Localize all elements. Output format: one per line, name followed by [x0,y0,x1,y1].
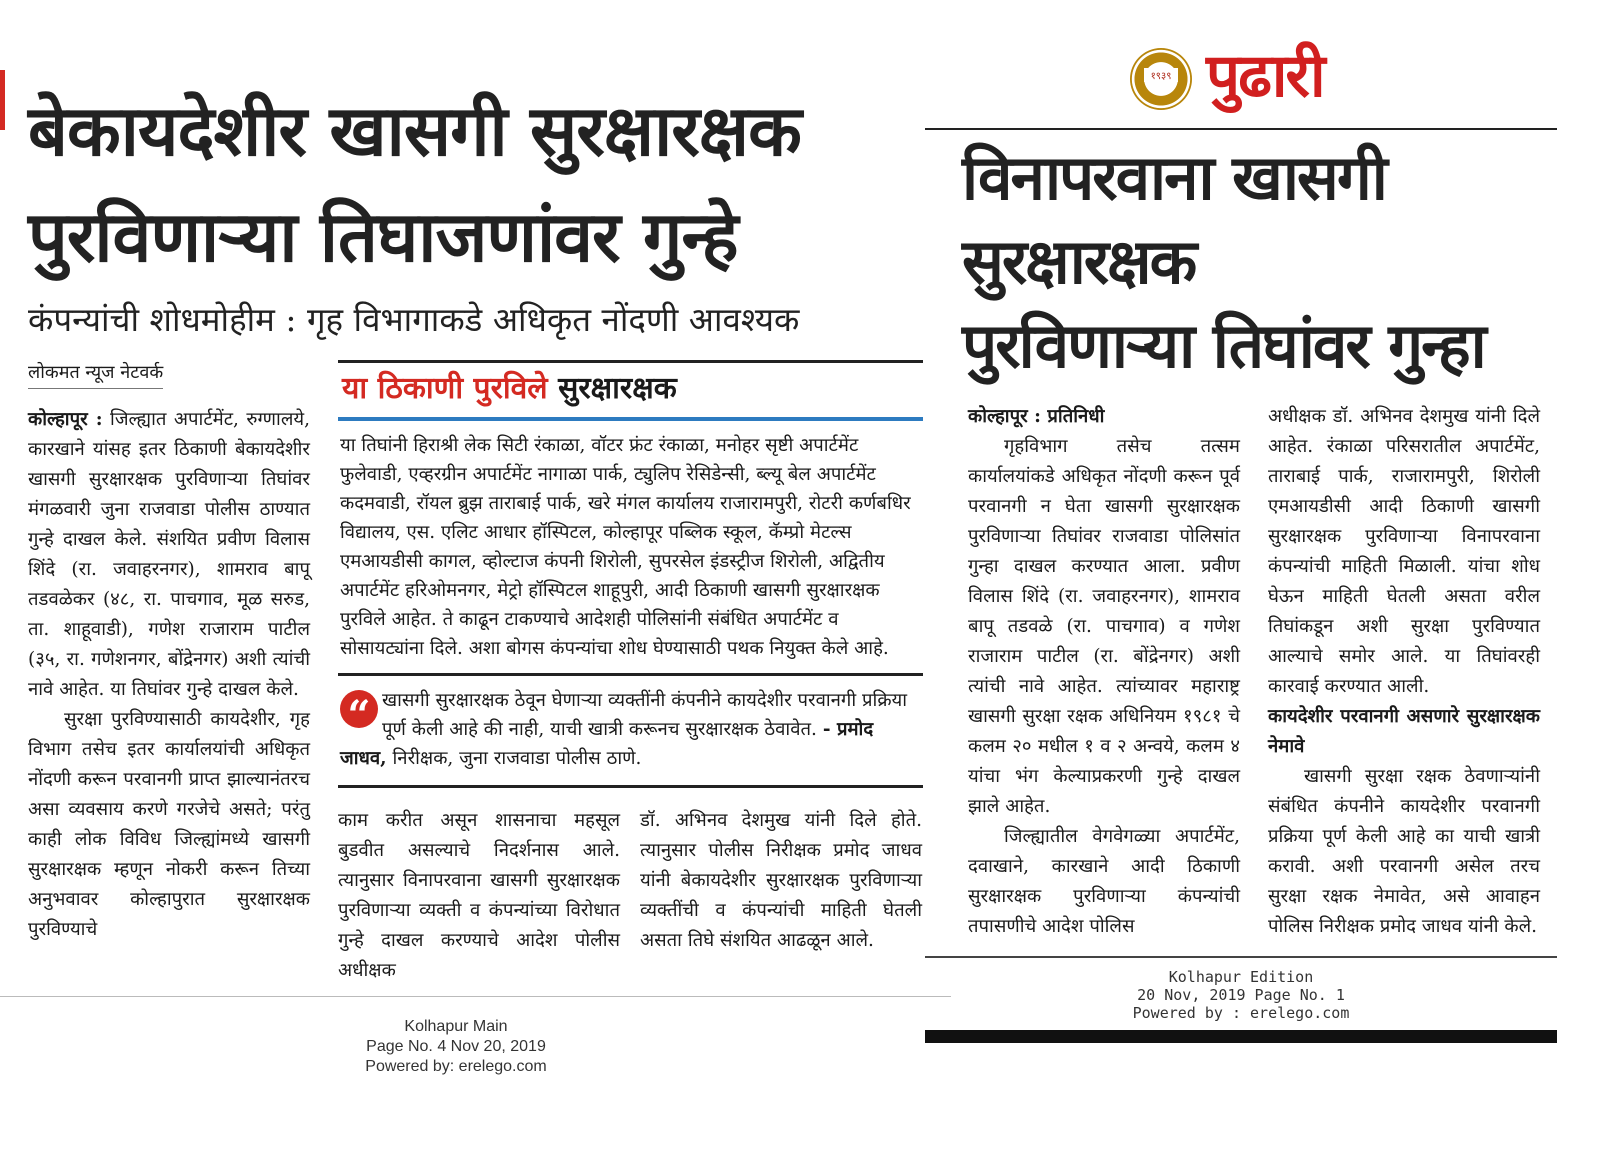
quote-attribution-name: - प्रमोद जाधव, [340,719,874,769]
lower-columns [338,806,923,986]
paragraph: जिल्ह्यातील वेगवेगळ्या अपार्टमेंट, दवाखाने, कारखाने आदी ठिकाणी सुरक्षारक्षक पुरविणाऱ्या कंपन्यांची तपासणीचे आदेश पोलिस [968,826,1240,937]
article-column-1 [28,358,310,945]
headline [28,78,923,290]
footer-edition: Kolhapur Main [404,1018,508,1035]
paragraph: डॉ. अभिनव देशमुख यांनी दिले होते. त्यानुसार पोलीस निरीक्षक प्रमोद जाधव यांनी बेकायदेशीर सुरक्षारक्षक पुरविणाऱ्या व्यक्तींची व कंपन्यांची माहिती घेतली असता तिघे संशयित आढळून आले. [640,810,922,951]
logo-year: १९३९ [1144,68,1178,82]
quote-icon: “ [340,690,378,728]
subheadline: कंपन्यांची शोधमोहीम : गृह विभागाकडे अधिकृत नोंदणी आवश्यक [28,300,800,339]
headline-line-2: पुरविणाऱ्या तिघांवर गुन्हा [962,309,1485,382]
article-column-2 [1268,402,1540,942]
article-column-1 [968,402,1240,942]
paragraph: खासगी सुरक्षा रक्षक ठेवणाऱ्यांनी संबंधित कंपनीने कायदेशीर परवानगी प्रक्रिया पूर्ण केली आहे का याची खात्री करावी. अशी परवानगी असेल तरच सुरक्षा रक्षक नेमावेत, असे आवाहन पोलिस निरीक्षक प्रमोद जाधव यांनी केले. [1268,766,1540,937]
footer-edition: Kolhapur Edition [1168,968,1314,986]
logo-wordmark: पुढारी [1206,41,1324,111]
pudhari-logo [1130,40,1360,116]
box-title [338,363,923,417]
subheading: कायदेशीर परवानगी असणारे सुरक्षारक्षक नेमावे [1268,706,1540,757]
byline: लोकमत न्यूज नेटवर्क [28,358,163,389]
red-edge-mark [0,70,5,130]
dateline: कोल्हापूर : [28,409,103,430]
lokmat-clipping [28,78,923,1077]
footer-powered-by: Powered by : erelego.com [1132,1004,1350,1022]
article-column-2 [338,806,620,986]
headline [962,136,1557,388]
locations-box-text: या तिघांनी हिराश्री लेक सिटी रंकाळा, वॉटर फ्रंट रंकाळा, मनोहर सृष्टी अपार्टमेंट फुलेवाडी, एव्हरग्रीन अपार्टमेंट नागाळा पार्क, ट्युलिप रेसिडेन्सी, ब्ल्यू बेल अपार्टमेंट कदमवाडी, रॉयल ब्रुझ ताराबाई पार्क, खरे मंगल कार्यालय राजारामपुरी, रोटरी कर्णबधिर विद्यालय, एस. एलिट आधार हॉस्पिटल, कोल्हापूर पब्लिक स्कूल, कॅम्प्रो मेटल्स एमआयडीसी कागल, व्होल्टाज कंपनी शिरोली, सुपरसेल इंडस्ट्रीज शिरोली, अद्वितीय अपार्टमेंट हरिओमनगर, मेट्रो हॉस्पिटल शाहूपुरी, आदी ठिकाणी खासगी सुरक्षारक्षक पुरविले आहेत. ते काढून टाकण्याचे आदेशही पोलिसांनी संबंधित अपार्टमेंट व सोसायट्यांना दिले. अशा बोगस कंपन्यांचा शोध घेण्यासाठी पथक नियुक्त केले आहे. [340,435,911,659]
headline-line-1: बेकायदेशीर खासगी सुरक्षारक्षक [28,89,801,172]
box-title-black: सुरक्षारक्षक [558,371,677,406]
article-columns [968,402,1557,942]
edition-footer [925,958,1557,1030]
quote-attribution-title: निरीक्षक, जुना राजवाडा पोलीस ठाणे. [392,748,642,769]
paragraph: सुरक्षा पुरविण्यासाठी कायदेशीर, गृह विभाग तसेच इतर कार्यालयांची अधिकृत नोंदणी करून परवानगी प्राप्त झाल्यानंतरच असा व्यवसाय करणे गरजेचे असते; परंतु काही लोक विविध जिल्ह्यांमध्ये खासगी सुरक्षारक्षक म्हणून नोकरी करून तिच्या अनुभवावर कोल्हापुरात सुरक्षारक्षक पुरविण्याचे [28,709,310,940]
footer-powered-by: Powered by: erelego.com [365,1058,547,1075]
pudhari-clipping [925,40,1557,1043]
headline-line-2: पुरविणाऱ्या तिघाजणांवर गुन्हे [28,195,738,278]
box-title-red: या ठिकाणी पुरविले [342,371,548,406]
locations-box [338,358,923,986]
divider [338,785,923,788]
footer-page-date: 20 Nov, 2019 Page No. 1 [1137,986,1345,1004]
pull-quote [338,676,923,785]
headline-line-1: विनापरवाना खासगी सुरक्षारक्षक [962,141,1386,298]
footer-page-date: Page No. 4 Nov 20, 2019 [366,1038,546,1055]
paragraph: अधीक्षक डॉ. अभिनव देशमुख यांनी दिले आहेत. रंकाळा परिसरातील अपार्टमेंट, ताराबाई पार्क, राजारामपुरी, शिरोली एमआयडीसी आदी ठिकाणी खासगी सुरक्षारक्षक पुरविणाऱ्या विनापरवाना कंपन्यांची माहिती मिळाली. यांचा शोध घेऊन माहिती घेतली असता वरील तिघांकडून अशी सुरक्षा पुरविण्यात आल्याचे समोर आले. या तिघांवरही कारवाई करण्यात आली. [1268,406,1540,697]
edition-footer [156,997,756,1077]
divider [925,128,1557,130]
paragraph: गृहविभाग तसेच तत्सम कार्यालयांकडे अधिकृत नोंदणी करून पूर्व परवानगी न घेता खासगी सुरक्षारक्षक पुरविणाऱ्या तिघांवर राजवाडा पोलिसांत गुन्हा दाखल करण्यात आला. प्रवीण विलास शिंदे (रा. जवाहरनगर), शामराव बापू तडवळे (रा. पाचगाव) व गणेश राजाराम पाटील (रा. बोंद्रेनगर) अशी त्यांची नावे आहेत. त्यांच्यावर महाराष्ट्र खासगी सुरक्षा रक्षक अधिनियम १९८१ चे कलम २० मधील १ व २ अन्वये, कलम ४ यांचा भंग केल्याप्रकरणी गुन्हे दाखल झाले आहेत. [968,436,1240,817]
paragraph: काम करीत असून शासनाचा महसूल बुडवीत असल्याचे निदर्शनास आले. त्यानुसार विनापरवाना खासगी सुरक्षारक्षक पुरविणाऱ्या व्यक्ती व कंपन्यांच्या विरोधात गुन्हे दाखल करण्याचे आदेश पोलीस अधीक्षक [338,810,620,981]
dateline: कोल्हापूर : प्रतिनिधी [968,406,1105,427]
article-column-3 [640,806,922,986]
paragraph: जिल्ह्यात अपार्टमेंट, रुग्णालये, कारखाने यांसह इतर ठिकाणी बेकायदेशीर खासगी सुरक्षारक्षक पुरविणाऱ्या तिघांवर मंगळवारी जुना राजवाडा पोलीस ठाण्यात गुन्हे दाखल केले. संशयित प्रवीण विलास शिंदे (रा. जवाहरनगर), शामराव बापू तडवळेकर (४८, रा. पाचगाव, मूळ सरुड, ता. शाहूवाडी), गणेश राजाराम पाटील (३५, रा. गणेशनगर, बोंद्रेनगर) अशी त्यांची नावे आहेत. या तिघांवर गुन्हे दाखल केले. [28,409,310,700]
bottom-bar [925,1030,1557,1043]
quote-text: खासगी सुरक्षारक्षक ठेवून घेणाऱ्या व्यक्तींनी कंपनीने कायदेशीर परवानगी प्रक्रिया पूर्ण केली आहे की नाही, याची खात्री करूनच सुरक्षारक्षक ठेवावेत. [382,690,908,740]
article-body [28,358,923,986]
